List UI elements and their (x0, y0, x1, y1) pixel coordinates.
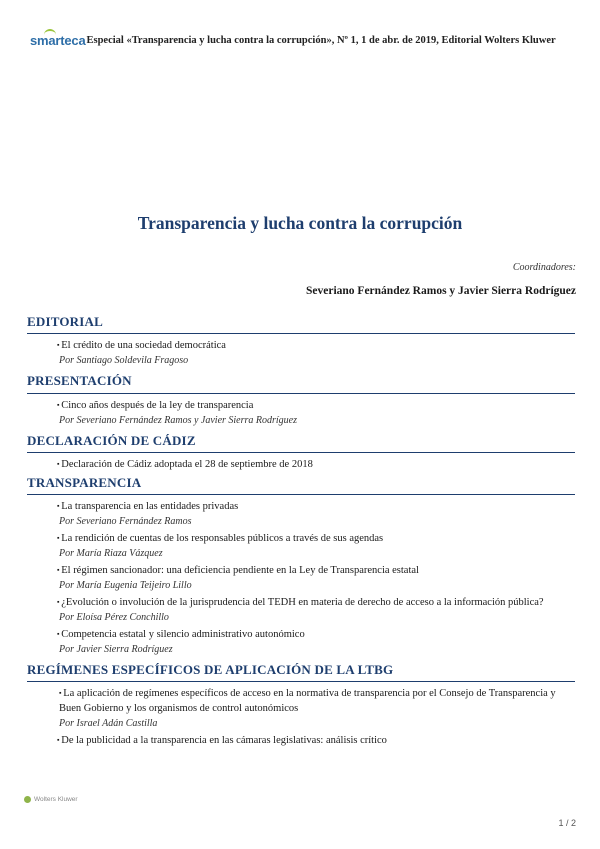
section-editorial (27, 315, 575, 370)
list-item[interactable] (27, 338, 575, 370)
entry-author: Por Israel Adán Castilla (59, 718, 158, 730)
list-item[interactable] (27, 398, 575, 430)
page-header (30, 31, 578, 47)
logo-arc-icon (44, 29, 56, 37)
list-item[interactable] (27, 457, 575, 472)
table-of-contents (27, 315, 575, 752)
wolters-kluwer-mark-icon (24, 796, 31, 803)
list-item[interactable] (27, 595, 575, 627)
entry-author: Por Severiano Fernández Ramos (59, 516, 192, 528)
section-presentacion (27, 374, 575, 429)
section-declaracion-cadiz (27, 434, 575, 472)
entry-title-link[interactable]: ▪ La transparencia en las entidades privadas (59, 499, 575, 514)
section-title: PRESENTACIÓN (27, 374, 575, 393)
list-item[interactable] (27, 627, 575, 659)
entry-title-link[interactable]: ▪ De la publicidad a la transparencia en las cámaras legislativas: análisis crítico (59, 733, 575, 748)
entry-title-link[interactable]: ▪ Declaración de Cádiz adoptada el 28 de septiembre de 2018 (59, 457, 575, 472)
coordinators-names: Severiano Fernández Ramos y Javier Sierra Rodríguez (306, 285, 576, 297)
entry-title-link[interactable]: ▪ El crédito de una sociedad democrática (59, 338, 575, 353)
list-item[interactable] (27, 531, 575, 563)
entry-author: Por Eloísa Pérez Conchillo (59, 612, 169, 624)
entry-author: Por Santiago Soldevila Fragoso (59, 355, 189, 367)
section-title: DECLARACIÓN DE CÁDIZ (27, 434, 575, 453)
list-item[interactable] (27, 563, 575, 595)
entry-title-link[interactable]: ▪ El régimen sancionador: una deficiencia pendiente en la Ley de Transparencia estatal (59, 563, 575, 578)
document-title: Transparencia y lucha contra la corrupción (137, 213, 463, 233)
list-item[interactable] (27, 499, 575, 531)
header-text: Especial «Transparencia y lucha contra la corrupción», Nº 1, 1 de abr. de 2019, Editorial Wolters Kluwer (86, 34, 556, 46)
list-item[interactable] (27, 686, 575, 733)
entry-title-link[interactable]: ▪ Competencia estatal y silencio administrativo autonómico (59, 627, 575, 642)
entry-author: Por María Eugenia Teijeiro Lillo (59, 580, 192, 592)
wolters-kluwer-logo (24, 796, 78, 803)
footer-brand: Wolters Kluwer (34, 796, 78, 803)
coordinators-label: Coordinadores: (512, 262, 576, 273)
entry-title-link[interactable]: ▪ Cinco años después de la ley de transparencia (59, 398, 575, 413)
list-item[interactable] (27, 733, 575, 748)
entry-title-link[interactable]: ▪ La rendición de cuentas de los responsables públicos a través de sus agendas (59, 531, 575, 546)
section-title: EDITORIAL (27, 315, 575, 334)
section-title: REGÍMENES ESPECÍFICOS DE APLICACIÓN DE LA LTBG (27, 663, 575, 682)
entry-title-link[interactable]: ▪ ¿Evolución o involución de la jurisprudencia del TEDH en materia de derecho de acceso a la información pública? (59, 595, 575, 610)
entry-author: Por Severiano Fernández Ramos y Javier Sierra Rodríguez (59, 414, 298, 426)
entry-author: Por Javier Sierra Rodríguez (59, 644, 173, 656)
entry-author: Por María Riaza Vázquez (59, 548, 163, 560)
page-number: 1 / 2 (558, 818, 576, 828)
section-transparencia (27, 476, 575, 659)
section-regimenes-especificos (27, 663, 575, 748)
smarteca-logo: smarteca (30, 34, 86, 47)
entry-title-link[interactable]: ▪ La aplicación de regímenes específicos de acceso en la normativa de transparencia por el Consejo de Transparencia y Buen Gobierno y los organismos de control autonómicos (43, 686, 575, 716)
section-title: TRANSPARENCIA (27, 476, 575, 495)
